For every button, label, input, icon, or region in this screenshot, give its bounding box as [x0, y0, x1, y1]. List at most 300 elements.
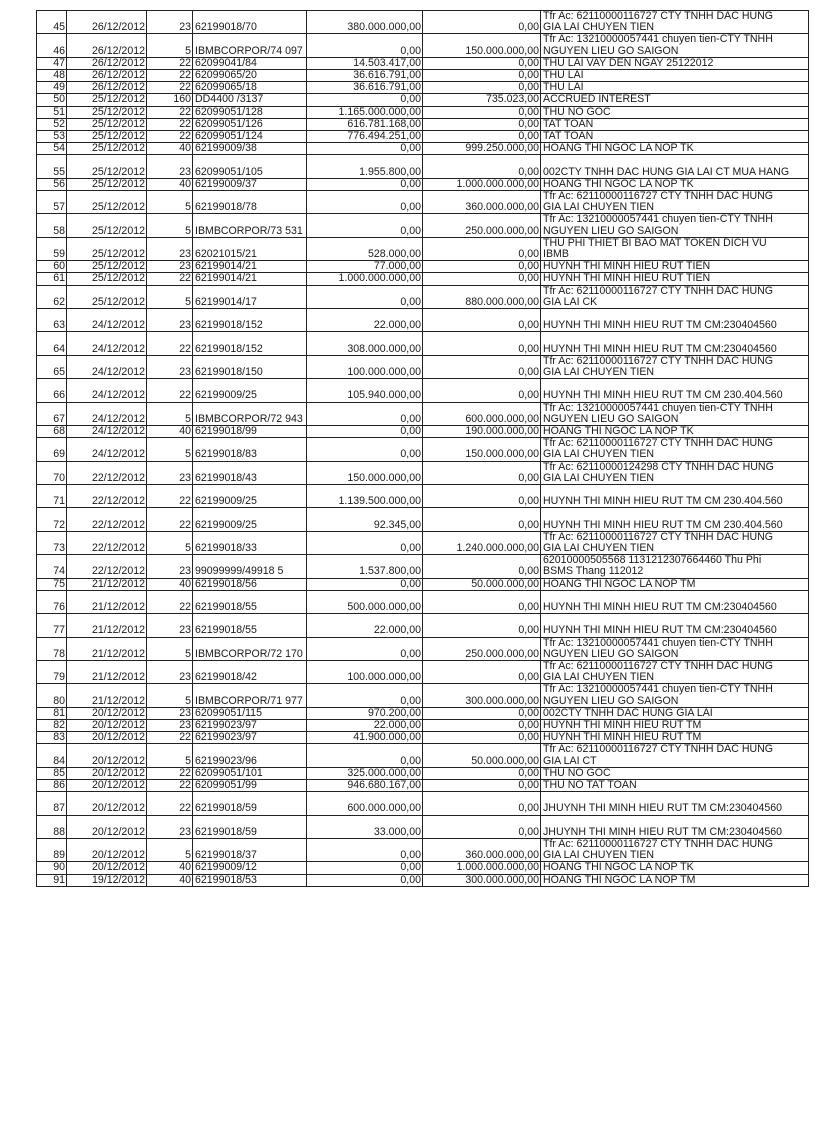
date-cell: 21/12/2012 — [67, 590, 147, 613]
description-cell — [541, 614, 809, 637]
description-line: HOANG THI NGOC LA NOP TM — [543, 874, 696, 886]
transaction-code-cell: 5 — [147, 744, 193, 767]
date-cell: 25/12/2012 — [67, 106, 147, 118]
credit-amount-cell: 0,00 — [423, 118, 541, 130]
reference-cell: IBMBCORPOR/72 170 — [193, 637, 307, 660]
transaction-code-cell: 22 — [147, 57, 193, 69]
description-line: GIA LAI CHUYEN TIEN — [543, 671, 655, 684]
reference-cell: 62099051/115 — [193, 707, 307, 719]
debit-amount-cell: 0,00 — [307, 214, 423, 237]
table-row — [37, 792, 809, 815]
transaction-code-cell: 22 — [147, 118, 193, 130]
reference-cell: 62099051/99 — [193, 780, 307, 792]
transaction-code-cell: 40 — [147, 426, 193, 438]
date-cell: 25/12/2012 — [67, 143, 147, 155]
row-number-cell: 87 — [37, 792, 67, 815]
description-line: Tfr Ac: 13210000057441 chuyen tien-CTY TNHH — [543, 637, 773, 649]
reference-cell: 62099041/84 — [193, 57, 307, 69]
description-line: GIA LAI CHUYEN TIEN — [543, 448, 655, 461]
debit-amount-cell: 0,00 — [307, 178, 423, 190]
table-row — [37, 614, 809, 637]
table-row — [37, 178, 809, 190]
row-number-cell: 71 — [37, 485, 67, 508]
description-cell — [541, 118, 809, 130]
date-cell: 20/12/2012 — [67, 732, 147, 744]
credit-amount-cell: 0,00 — [423, 11, 541, 34]
reference-cell: 62199023/97 — [193, 720, 307, 732]
transaction-code-cell: 23 — [147, 555, 193, 578]
reference-cell: 62199018/150 — [193, 355, 307, 378]
debit-amount-cell: 22.000,00 — [307, 614, 423, 637]
credit-amount-cell: 0,00 — [423, 707, 541, 719]
debit-amount-cell: 33.000,00 — [307, 815, 423, 838]
row-number-cell: 45 — [37, 11, 67, 34]
transaction-code-cell: 22 — [147, 767, 193, 779]
date-cell: 24/12/2012 — [67, 355, 147, 378]
description-line: Tfr Ac: 62110000116727 CTY TNHH DAC HUNG — [543, 743, 774, 756]
row-number-cell: 61 — [37, 273, 67, 285]
credit-amount-cell: 1.000.000.000,00 — [423, 862, 541, 874]
credit-amount-cell: 0,00 — [423, 379, 541, 402]
transaction-code-cell: 23 — [147, 155, 193, 178]
table-row — [37, 438, 809, 461]
credit-amount-cell: 360.000.000,00 — [423, 191, 541, 214]
credit-amount-cell: 0,00 — [423, 155, 541, 178]
credit-amount-cell: 1.000.000.000,00 — [423, 178, 541, 190]
credit-amount-cell: 0,00 — [423, 614, 541, 637]
transaction-code-cell: 22 — [147, 379, 193, 402]
description-line: GIA LAI CHUYEN TIEN — [543, 471, 655, 484]
row-number-cell: 53 — [37, 131, 67, 143]
row-number-cell: 80 — [37, 684, 67, 707]
row-number-cell: 48 — [37, 70, 67, 82]
description-cell — [541, 143, 809, 155]
reference-cell: 62199018/53 — [193, 874, 307, 886]
table-row — [37, 661, 809, 684]
reference-cell: 62199018/33 — [193, 531, 307, 554]
table-row — [37, 379, 809, 402]
debit-amount-cell: 970.200,00 — [307, 707, 423, 719]
credit-amount-cell: 0,00 — [423, 461, 541, 484]
date-cell: 24/12/2012 — [67, 402, 147, 425]
table-row — [37, 332, 809, 355]
description-line: GIA LAI CT — [543, 754, 597, 767]
row-number-cell: 58 — [37, 214, 67, 237]
credit-amount-cell: 50.000.000,00 — [423, 744, 541, 767]
debit-amount-cell: 0,00 — [307, 744, 423, 767]
date-cell: 20/12/2012 — [67, 744, 147, 767]
description-line: TAT TOAN — [543, 130, 594, 143]
description-line: Tfr Ac: 62110000116727 CTY TNHH DAC HUNG — [543, 531, 774, 543]
row-number-cell: 60 — [37, 261, 67, 273]
table-row — [37, 555, 809, 578]
transaction-code-cell: 5 — [147, 285, 193, 308]
debit-amount-cell: 0,00 — [307, 285, 423, 308]
debit-amount-cell: 41.900.000,00 — [307, 732, 423, 744]
debit-amount-cell: 100.000.000,00 — [307, 355, 423, 378]
date-cell: 25/12/2012 — [67, 285, 147, 308]
transaction-code-cell: 22 — [147, 792, 193, 815]
description-cell — [541, 285, 809, 308]
description-line: 002CTY TNHH DAC HUNG GIA LAI — [543, 707, 713, 719]
date-cell: 21/12/2012 — [67, 684, 147, 707]
description-cell — [541, 155, 809, 178]
row-number-cell: 52 — [37, 118, 67, 130]
reference-cell: 62199009/25 — [193, 485, 307, 508]
description-line: 62010000505568 1131212307664460 Thu Phi — [543, 554, 762, 567]
table-row — [37, 285, 809, 308]
credit-amount-cell: 250.000.000,00 — [423, 637, 541, 660]
row-number-cell: 79 — [37, 661, 67, 684]
table-row — [37, 11, 809, 34]
table-row — [37, 637, 809, 660]
transaction-code-cell: 5 — [147, 34, 193, 57]
description-line: THU LAI VAY DEN NGAY 25122012 — [543, 57, 714, 69]
debit-amount-cell: 0,00 — [307, 94, 423, 106]
date-cell: 25/12/2012 — [67, 94, 147, 106]
description-cell — [541, 106, 809, 118]
description-line: HOANG THI NGOC LA NOP TK — [543, 861, 694, 874]
table-row — [37, 57, 809, 69]
row-number-cell: 64 — [37, 332, 67, 355]
table-row — [37, 106, 809, 118]
description-cell — [541, 732, 809, 744]
description-line: THU NO GOC — [543, 767, 611, 779]
description-cell — [541, 590, 809, 613]
reference-cell: 62199018/42 — [193, 661, 307, 684]
credit-amount-cell: 0,00 — [423, 82, 541, 94]
description-cell — [541, 438, 809, 461]
reference-cell: 62199018/59 — [193, 792, 307, 815]
table-row — [37, 578, 809, 590]
description-line: HUYNH THI MINH HIEU RUT TM CM:230404560 — [543, 601, 777, 614]
date-cell: 24/12/2012 — [67, 379, 147, 402]
debit-amount-cell: 0,00 — [307, 191, 423, 214]
credit-amount-cell: 0,00 — [423, 732, 541, 744]
description-line: HUYNH THI MINH HIEU RUT TIEN — [543, 260, 711, 273]
description-cell — [541, 780, 809, 792]
row-number-cell: 77 — [37, 614, 67, 637]
debit-amount-cell: 0,00 — [307, 402, 423, 425]
reference-cell: 62199009/25 — [193, 379, 307, 402]
reference-cell: 62199018/78 — [193, 191, 307, 214]
description-line: GIA LAI CHUYEN TIEN — [543, 201, 655, 214]
description-line: Tfr Ac: 62110000124298 CTY TNHH DAC HUNG — [543, 461, 774, 473]
table-row — [37, 237, 809, 260]
credit-amount-cell: 0,00 — [423, 508, 541, 531]
debit-amount-cell: 325.000.000,00 — [307, 767, 423, 779]
reference-cell: 62199023/96 — [193, 744, 307, 767]
row-number-cell: 73 — [37, 531, 67, 554]
debit-amount-cell: 1.165.000.000,00 — [307, 106, 423, 118]
table-row — [37, 402, 809, 425]
reference-cell: DD4400 /3137 — [193, 94, 307, 106]
transaction-code-cell: 22 — [147, 131, 193, 143]
row-number-cell: 86 — [37, 780, 67, 792]
table-row — [37, 191, 809, 214]
description-line: GIA LAI CK — [543, 295, 598, 308]
description-line: JHUYNH THI MINH HIEU RUT TM CM:230404560 — [543, 802, 783, 815]
table-row — [37, 707, 809, 719]
debit-amount-cell: 0,00 — [307, 684, 423, 707]
table-row — [37, 839, 809, 862]
date-cell: 26/12/2012 — [67, 82, 147, 94]
row-number-cell: 54 — [37, 143, 67, 155]
table-row — [37, 155, 809, 178]
debit-amount-cell: 946.680.167,00 — [307, 780, 423, 792]
credit-amount-cell: 0,00 — [423, 792, 541, 815]
date-cell: 26/12/2012 — [67, 34, 147, 57]
row-number-cell: 50 — [37, 94, 67, 106]
credit-amount-cell: 50.000.000,00 — [423, 578, 541, 590]
description-cell — [541, 661, 809, 684]
description-cell — [541, 273, 809, 285]
description-cell — [541, 131, 809, 143]
reference-cell: 62199018/37 — [193, 839, 307, 862]
description-cell — [541, 355, 809, 378]
date-cell: 25/12/2012 — [67, 118, 147, 130]
description-cell — [541, 191, 809, 214]
row-number-cell: 81 — [37, 707, 67, 719]
description-line: 002CTY TNHH DAC HUNG GIA LAI CT MUA HANG — [543, 165, 790, 178]
description-cell — [541, 261, 809, 273]
description-cell — [541, 508, 809, 531]
transaction-code-cell: 5 — [147, 402, 193, 425]
description-line: HOANG THI NGOC LA NOP TK — [543, 425, 694, 438]
debit-amount-cell: 776.494.251,00 — [307, 131, 423, 143]
description-line: HUYNH THI MINH HIEU RUT TM — [543, 731, 702, 744]
description-line: ACCRUED INTEREST — [543, 93, 651, 106]
credit-amount-cell: 0,00 — [423, 355, 541, 378]
row-number-cell: 91 — [37, 874, 67, 886]
reference-cell: IBMBCORPOR/71 977 — [193, 684, 307, 707]
date-cell: 21/12/2012 — [67, 578, 147, 590]
description-line: Tfr Ac: 62110000116727 CTY TNHH DAC HUNG — [543, 838, 774, 851]
description-line: NGUYEN LIEU GO SAIGON — [543, 224, 679, 237]
transaction-code-cell: 22 — [147, 732, 193, 744]
credit-amount-cell: 735.023,00 — [423, 94, 541, 106]
table-row — [37, 508, 809, 531]
description-cell — [541, 862, 809, 874]
table-row — [37, 34, 809, 57]
date-cell: 22/12/2012 — [67, 485, 147, 508]
description-line: NGUYEN LIEU GO SAIGON — [543, 647, 679, 660]
reference-cell: 62199018/83 — [193, 438, 307, 461]
row-number-cell: 70 — [37, 461, 67, 484]
credit-amount-cell: 880.000.000,00 — [423, 285, 541, 308]
credit-amount-cell: 0,00 — [423, 57, 541, 69]
credit-amount-cell: 0,00 — [423, 309, 541, 332]
description-cell — [541, 178, 809, 190]
table-row — [37, 780, 809, 792]
description-cell — [541, 792, 809, 815]
row-number-cell: 67 — [37, 402, 67, 425]
transaction-code-cell: 40 — [147, 143, 193, 155]
row-number-cell: 56 — [37, 178, 67, 190]
transaction-code-cell: 23 — [147, 720, 193, 732]
description-cell — [541, 578, 809, 590]
description-line: THU PHI THIET BI BAO MAT TOKEN DICH VU — [543, 237, 767, 249]
transaction-code-cell: 23 — [147, 461, 193, 484]
transaction-code-cell: 5 — [147, 637, 193, 660]
row-number-cell: 83 — [37, 732, 67, 744]
description-cell — [541, 720, 809, 732]
debit-amount-cell: 308.000.000,00 — [307, 332, 423, 355]
transaction-code-cell: 23 — [147, 237, 193, 260]
ledger-body — [37, 11, 809, 887]
description-line: Tfr Ac: 62110000116727 CTY TNHH DAC HUNG — [543, 10, 774, 22]
credit-amount-cell: 0,00 — [423, 485, 541, 508]
debit-amount-cell: 0,00 — [307, 578, 423, 590]
description-cell — [541, 237, 809, 260]
description-line: Tfr Ac: 13210000057441 chuyen tien-CTY TNHH — [543, 683, 773, 696]
description-line: Tfr Ac: 13210000057441 chuyen tien-CTY TNHH — [543, 33, 773, 46]
description-cell — [541, 70, 809, 82]
description-cell — [541, 744, 809, 767]
description-line: JHUYNH THI MINH HIEU RUT TM CM:230404560 — [543, 825, 783, 838]
date-cell: 22/12/2012 — [67, 531, 147, 554]
transaction-code-cell: 22 — [147, 106, 193, 118]
transaction-code-cell: 23 — [147, 11, 193, 34]
reference-cell: 62199018/55 — [193, 614, 307, 637]
table-row — [37, 815, 809, 838]
transaction-code-cell: 22 — [147, 485, 193, 508]
credit-amount-cell: 0,00 — [423, 661, 541, 684]
table-row — [37, 720, 809, 732]
debit-amount-cell: 22.000,00 — [307, 720, 423, 732]
description-line: HUYNH THI MINH HIEU RUT TM CM:230404560 — [543, 624, 777, 637]
description-cell — [541, 485, 809, 508]
transaction-code-cell: 23 — [147, 355, 193, 378]
description-cell — [541, 332, 809, 355]
row-number-cell: 76 — [37, 590, 67, 613]
description-line: GIA LAI CHUYEN TIEN — [543, 366, 655, 379]
reference-cell: 62199018/56 — [193, 578, 307, 590]
date-cell: 26/12/2012 — [67, 57, 147, 69]
description-line: NGUYEN LIEU GO SAIGON — [543, 44, 679, 57]
description-cell — [541, 379, 809, 402]
table-row — [37, 82, 809, 94]
debit-amount-cell: 150.000.000,00 — [307, 461, 423, 484]
transaction-code-cell: 40 — [147, 862, 193, 874]
transaction-code-cell: 40 — [147, 874, 193, 886]
description-cell — [541, 82, 809, 94]
debit-amount-cell: 100.000.000,00 — [307, 661, 423, 684]
table-row — [37, 355, 809, 378]
table-row — [37, 131, 809, 143]
row-number-cell: 82 — [37, 720, 67, 732]
description-line: GIA LAI CHUYEN TIEN — [543, 542, 655, 555]
reference-cell: 62099065/20 — [193, 70, 307, 82]
table-row — [37, 461, 809, 484]
reference-cell: 62199018/152 — [193, 309, 307, 332]
debit-amount-cell: 36.616.791,00 — [307, 82, 423, 94]
reference-cell: 62099065/18 — [193, 82, 307, 94]
row-number-cell: 75 — [37, 578, 67, 590]
debit-amount-cell: 0,00 — [307, 637, 423, 660]
debit-amount-cell: 92.345,00 — [307, 508, 423, 531]
date-cell: 20/12/2012 — [67, 862, 147, 874]
description-line: Tfr Ac: 13210000057441 chuyen tien-CTY TNHH — [543, 213, 773, 226]
credit-amount-cell: 300.000.000,00 — [423, 874, 541, 886]
description-line: Tfr Ac: 62110000116727 CTY TNHH DAC HUNG — [543, 355, 774, 367]
credit-amount-cell: 0,00 — [423, 131, 541, 143]
row-number-cell: 65 — [37, 355, 67, 378]
table-row — [37, 261, 809, 273]
table-row — [37, 70, 809, 82]
debit-amount-cell: 36.616.791,00 — [307, 70, 423, 82]
date-cell: 20/12/2012 — [67, 792, 147, 815]
credit-amount-cell: 1.240.000.000,00 — [423, 531, 541, 554]
table-row — [37, 118, 809, 130]
transaction-code-cell: 23 — [147, 309, 193, 332]
description-cell — [541, 57, 809, 69]
description-line: HOANG THI NGOC LA NOP TK — [543, 178, 694, 190]
description-cell — [541, 461, 809, 484]
row-number-cell: 46 — [37, 34, 67, 57]
row-number-cell: 89 — [37, 839, 67, 862]
row-number-cell: 69 — [37, 438, 67, 461]
description-line: HUYNH THI MINH HIEU RUT TM CM 230.404.560 — [543, 518, 783, 531]
date-cell: 25/12/2012 — [67, 237, 147, 260]
date-cell: 20/12/2012 — [67, 707, 147, 719]
description-line: GIA LAI CHUYEN TIEN — [543, 21, 655, 34]
row-number-cell: 66 — [37, 379, 67, 402]
date-cell: 20/12/2012 — [67, 815, 147, 838]
reference-cell: 62099051/128 — [193, 106, 307, 118]
credit-amount-cell: 0,00 — [423, 237, 541, 260]
description-cell — [541, 426, 809, 438]
debit-amount-cell: 1.537.800,00 — [307, 555, 423, 578]
credit-amount-cell: 999.250.000,00 — [423, 143, 541, 155]
reference-cell: 62199009/38 — [193, 143, 307, 155]
credit-amount-cell: 0,00 — [423, 780, 541, 792]
row-number-cell: 85 — [37, 767, 67, 779]
row-number-cell: 68 — [37, 426, 67, 438]
row-number-cell: 72 — [37, 508, 67, 531]
debit-amount-cell: 1.000.000.000,00 — [307, 273, 423, 285]
debit-amount-cell: 0,00 — [307, 34, 423, 57]
date-cell: 21/12/2012 — [67, 637, 147, 660]
transaction-code-cell: 23 — [147, 707, 193, 719]
description-cell — [541, 707, 809, 719]
date-cell: 25/12/2012 — [67, 273, 147, 285]
reference-cell: IBMBCORPOR/73 531 — [193, 214, 307, 237]
date-cell: 25/12/2012 — [67, 191, 147, 214]
description-cell — [541, 555, 809, 578]
date-cell: 26/12/2012 — [67, 70, 147, 82]
reference-cell: 62199009/25 — [193, 508, 307, 531]
credit-amount-cell: 0,00 — [423, 767, 541, 779]
description-line: Tfr Ac: 62110000116727 CTY TNHH DAC HUNG — [543, 437, 774, 450]
transaction-code-cell: 160 — [147, 94, 193, 106]
credit-amount-cell: 0,00 — [423, 261, 541, 273]
reference-cell: 62199018/59 — [193, 815, 307, 838]
reference-cell: 62099051/105 — [193, 155, 307, 178]
transaction-code-cell: 23 — [147, 661, 193, 684]
description-line: Tfr Ac: 62110000116727 CTY TNHH DAC HUNG — [543, 660, 774, 673]
debit-amount-cell: 22.000,00 — [307, 309, 423, 332]
description-cell — [541, 637, 809, 660]
debit-amount-cell: 0,00 — [307, 426, 423, 438]
row-number-cell: 51 — [37, 106, 67, 118]
reference-cell: 99099999/49918 5 — [193, 555, 307, 578]
debit-amount-cell: 1.955.800,00 — [307, 155, 423, 178]
table-row — [37, 684, 809, 707]
debit-amount-cell: 0,00 — [307, 438, 423, 461]
debit-amount-cell: 77.000,00 — [307, 261, 423, 273]
description-line: HUYNH THI MINH HIEU RUT TM CM:230404560 — [543, 319, 777, 332]
